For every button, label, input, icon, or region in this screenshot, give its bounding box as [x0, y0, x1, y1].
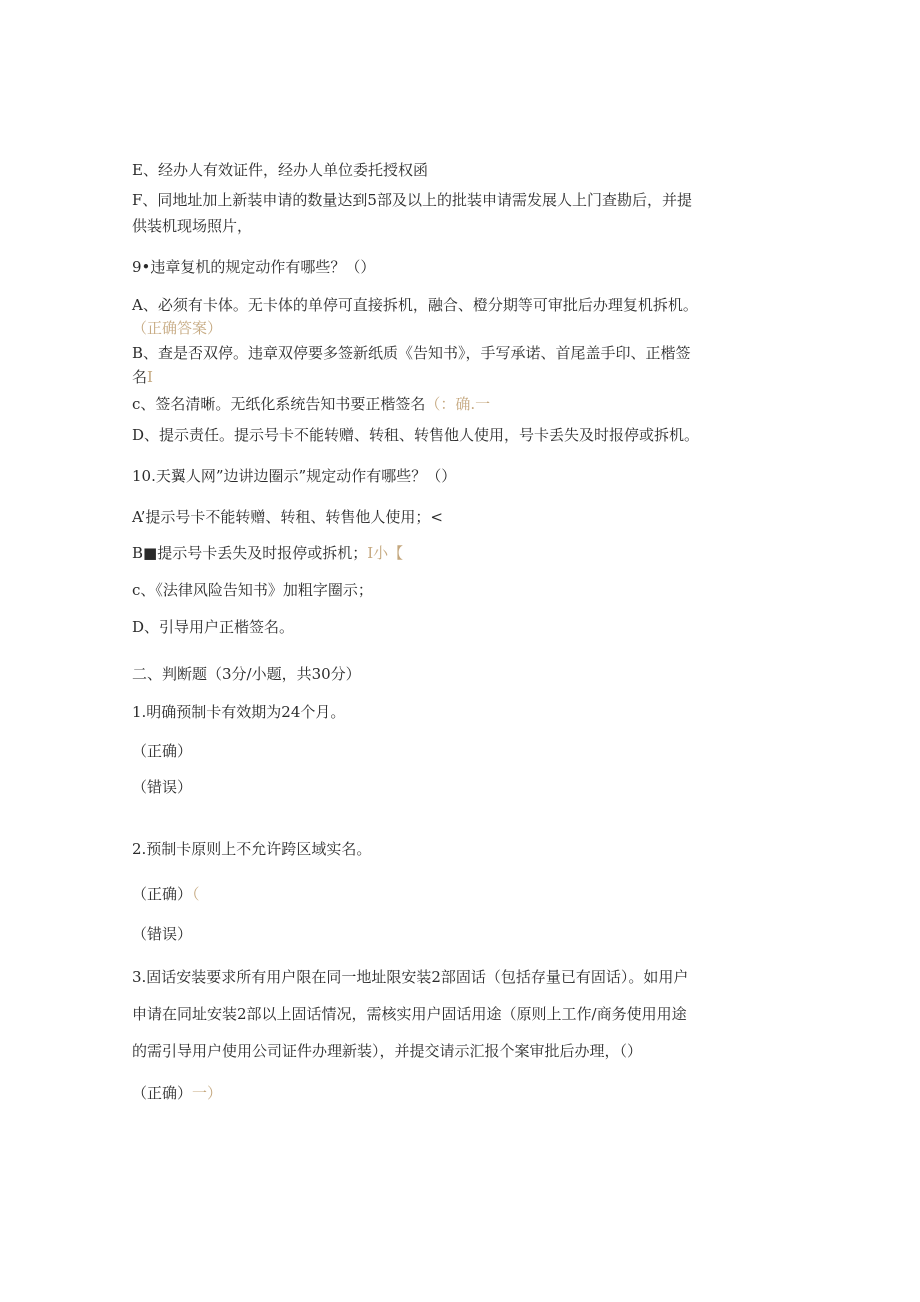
answer-mark: （正确答案） [132, 319, 223, 337]
option-line: c、《法律风险告知书》加粗字圈示； [132, 581, 373, 599]
option-line: B■提示号卡丢失及时报停或拆机；I小【 [132, 544, 404, 562]
option-line: 供装机现场照片， [132, 217, 253, 235]
option-line: B、查是否双停。违章双停要多签新纸质《告知书》，手写承诺、首尾盖手印、正楷签 [132, 344, 691, 362]
option-line: （正确）（ [132, 885, 200, 903]
answer-mark: （ [192, 885, 200, 903]
option-line: D、引导用户正楷签名。 [132, 618, 295, 636]
question-line: 的需引导用户使用公司证件办理新装），并提交请示汇报个案审批后办理，（） [132, 1042, 643, 1060]
option-line: A、必须有卡体。无卡体的单停可直接拆机，融合、橙分期等可审批后办理复机拆机。 [132, 296, 698, 314]
option-line: （正确）一） [132, 1084, 223, 1102]
question-line: 9•违章复机的规定动作有哪些？（） [132, 258, 376, 276]
answer-mark: （：确.一 [425, 395, 491, 413]
option-line: 名I [132, 368, 153, 386]
option-line: c、签名清晰。无纸化系统告知书要正楷签名（：确.一 [132, 395, 491, 413]
question-line: 10.天翼人网”边讲边圈示”规定动作有哪些？（） [132, 467, 457, 485]
question-line: 申请在同址安装2部以上固话情况，需核实用户固话用途（原则上工作/商务使用用途 [132, 1005, 687, 1023]
option-line: E、经办人有效证件，经办人单位委托授权函 [132, 161, 428, 179]
option-line: F、同地址加上新装申请的数量达到5部及以上的批装申请需发展人上门查勘后，并提 [132, 191, 692, 209]
option-line: （错误） [132, 925, 193, 943]
option-line: （正确） [132, 742, 193, 760]
option-line: （错误） [132, 778, 193, 796]
section-heading: 二、判断题（3分/小题，共30分） [132, 665, 361, 683]
option-line: D、提示责任。提示号卡不能转赠、转租、转售他人使用，号卡丢失及时报停或拆机。 [132, 426, 700, 444]
answer-mark: 一） [192, 1084, 223, 1102]
answer-mark: I小【 [367, 544, 404, 562]
question-line: 1.明确预制卡有效期为24个月。 [132, 703, 346, 721]
answer-mark-line [132, 318, 222, 338]
option-line: A’提示号卡不能转赠、转租、转售他人使用；< [132, 508, 443, 526]
question-line: 2.预制卡原则上不允许跨区域实名。 [132, 840, 372, 858]
question-line: 3.固话安装要求所有用户限在同一地址限安装2部固话（包括存量已有固话）。如用户 [132, 968, 689, 986]
answer-mark: I [147, 368, 153, 386]
